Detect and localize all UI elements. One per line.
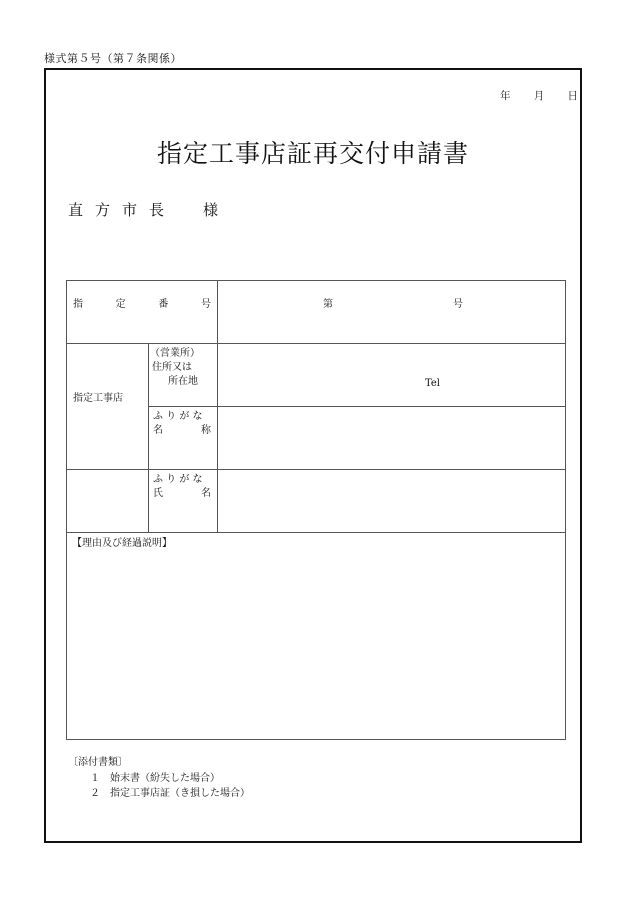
designation-prefix: 第 bbox=[323, 299, 333, 310]
label-char: 名 bbox=[201, 488, 211, 499]
company-name-label bbox=[153, 424, 211, 437]
label-char: 氏 bbox=[153, 488, 163, 499]
date-year: 年 bbox=[500, 90, 511, 102]
address-field[interactable] bbox=[219, 345, 563, 405]
person-name-kana-label: ふ り が な bbox=[153, 474, 203, 485]
label-char: 定 bbox=[115, 299, 126, 310]
form-frame bbox=[44, 68, 582, 843]
person-name-field[interactable] bbox=[219, 471, 563, 531]
application-table bbox=[66, 280, 566, 740]
designation-number-field[interactable] bbox=[323, 298, 463, 311]
company-name-field[interactable] bbox=[219, 408, 563, 468]
contractor-label: 指定工事店 bbox=[73, 393, 123, 404]
label-char: 番 bbox=[158, 299, 169, 310]
designation-suffix: 号 bbox=[453, 299, 463, 310]
document-title: 指定工事店証再交付申請書 bbox=[156, 139, 469, 168]
address-label-line2: 住所又は bbox=[152, 362, 192, 373]
date-day: 日 bbox=[567, 90, 578, 102]
column-divider bbox=[148, 343, 149, 532]
address-label-office: （営業所） bbox=[150, 348, 200, 359]
form-number: 様式第５号（第７条関係） bbox=[44, 52, 182, 65]
address-label-line3: 所在地 bbox=[168, 376, 198, 387]
reason-label: 【理由及び経過説明】 bbox=[72, 538, 172, 549]
row-divider bbox=[67, 469, 565, 470]
reason-field[interactable] bbox=[69, 553, 563, 737]
addressee: 直方市長 様 bbox=[68, 201, 231, 219]
date-month: 月 bbox=[533, 90, 545, 102]
person-name-label bbox=[153, 487, 211, 500]
label-char: 称 bbox=[201, 425, 211, 436]
company-name-kana-label: ふ り が な bbox=[153, 411, 203, 422]
label-char: 指 bbox=[73, 299, 83, 310]
row-divider bbox=[67, 532, 565, 533]
row-divider bbox=[148, 406, 565, 407]
designation-number-label bbox=[73, 298, 211, 311]
row-divider bbox=[67, 343, 565, 344]
tel-label: Tel bbox=[425, 378, 441, 389]
attachments-heading: 〔添付書類〕 bbox=[68, 757, 128, 768]
date-line bbox=[500, 88, 578, 103]
attachment-item: １ 始末書（紛失した場合） bbox=[90, 773, 220, 784]
label-char: 名 bbox=[153, 425, 163, 436]
attachment-item: ２ 指定工事店証（き損した場合） bbox=[90, 788, 250, 799]
label-char: 号 bbox=[200, 299, 211, 310]
column-divider bbox=[217, 281, 218, 532]
